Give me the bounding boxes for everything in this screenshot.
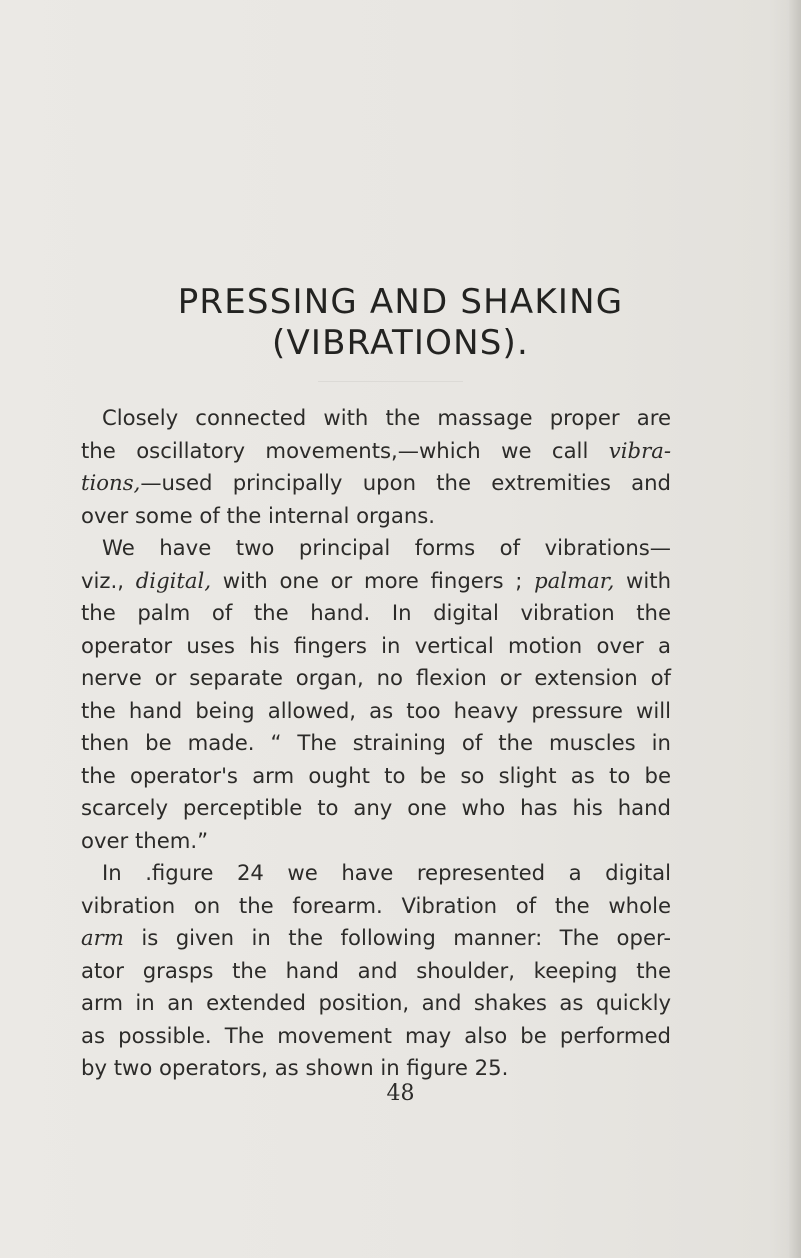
body-text	[81, 402, 671, 1085]
page-number: 48	[386, 1081, 415, 1106]
text-run: Closely connected with the massage proper are	[102, 405, 671, 430]
text-run: operator uses his fingers in vertical motion over a	[81, 632, 671, 658]
chapter-subtitle: (VIBRATIONS).	[272, 323, 529, 363]
italic-term: vibra-	[608, 437, 671, 463]
text-line	[81, 695, 671, 728]
text-run: with	[614, 567, 672, 593]
text-run: over them.”	[81, 827, 209, 853]
text-line	[81, 1020, 671, 1053]
text-line	[81, 857, 671, 890]
text-run: with one or more fingers ;	[211, 567, 535, 593]
text-line	[81, 890, 671, 923]
text-line	[81, 662, 671, 695]
italic-term: palmar,	[534, 567, 615, 593]
italic-term: digital,	[135, 567, 212, 593]
text-run: ator grasps the hand and shoulder, keeping the	[81, 957, 671, 983]
text-run: viz.,	[81, 567, 136, 593]
text-run: arm in an extended position, and shakes as quickly	[81, 990, 671, 1015]
italic-term: tions,	[81, 470, 141, 495]
text-line	[81, 792, 671, 825]
text-line	[81, 630, 671, 663]
text-run: scarcely perceptible to any one who has his hand	[81, 795, 671, 820]
text-line	[81, 435, 671, 468]
title-divider	[318, 381, 463, 382]
text-line	[81, 467, 671, 500]
text-line	[81, 955, 671, 988]
text-run: the oscillatory movements,—which we call	[81, 437, 609, 463]
text-line	[81, 1052, 671, 1085]
text-line	[81, 760, 671, 793]
text-run: by two operators, as shown in figure 25.	[81, 1055, 509, 1080]
text-line	[81, 500, 671, 533]
text-run: over some of the internal organs.	[81, 502, 436, 528]
text-run: vibration on the forearm. Vibration of the whole	[81, 892, 671, 918]
text-run: is given in the following manner: The oper-	[123, 925, 671, 950]
text-run: the hand being allowed, as too heavy pressure will	[81, 697, 671, 723]
text-run: —used principally upon the extremities and	[140, 470, 671, 495]
text-line	[81, 565, 671, 598]
text-line	[81, 922, 671, 955]
text-run: In .figure 24 we have represented a digital	[102, 860, 671, 885]
text-line	[81, 597, 671, 630]
text-line	[81, 532, 671, 565]
text-run: the operator's arm ought to be so slight as to be	[81, 762, 671, 788]
chapter-title: PRESSING AND SHAKING	[177, 282, 624, 322]
italic-term: arm	[81, 925, 124, 950]
text-run: then be made. “ The straining of the muscles in	[81, 730, 671, 755]
text-run: We have two principal forms of vibrations—	[102, 535, 671, 560]
text-line	[81, 825, 671, 858]
text-run: the palm of the hand. In digital vibration the	[81, 600, 671, 625]
text-line	[81, 987, 671, 1020]
text-line	[81, 402, 671, 435]
text-run: nerve or separate organ, no flexion or extension of	[81, 665, 671, 690]
page-edge	[789, 0, 801, 1258]
text-line	[81, 727, 671, 760]
text-run: as possible. The movement may also be performed	[81, 1022, 671, 1048]
